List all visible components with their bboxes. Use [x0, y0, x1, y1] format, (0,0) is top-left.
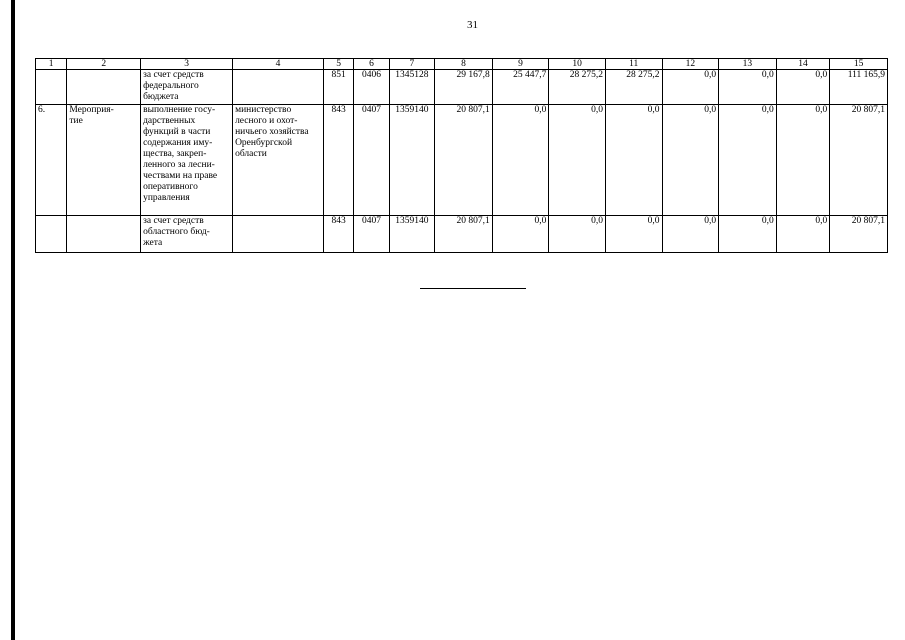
amount-cell: 0,0: [719, 70, 777, 105]
grbs-code-cell: 843: [324, 216, 354, 253]
amount-cell: 20 807,1: [435, 216, 493, 253]
description-cell: [141, 70, 233, 105]
description-line: дарственных: [143, 116, 196, 126]
section-code-cell: 0407: [354, 216, 389, 253]
amount-cell: 0,0: [776, 70, 830, 105]
column-header: 3: [141, 59, 233, 70]
amount-cell: 0,0: [492, 105, 549, 216]
program-activities-table: [35, 58, 888, 253]
amount-cell: 0,0: [719, 216, 777, 253]
status-cell: [67, 216, 141, 253]
table-row: [36, 70, 888, 105]
amount-cell: 25 447,7: [492, 70, 549, 105]
target-code-cell: 1359140: [389, 216, 434, 253]
amount-cell: 0,0: [605, 216, 662, 253]
target-code-cell: 1345128: [389, 70, 434, 105]
amount-cell: 0,0: [776, 105, 830, 216]
column-header: 9: [492, 59, 549, 70]
description-line: бюджета: [143, 92, 179, 102]
description-line: ленного за лесни-: [143, 160, 215, 170]
total-amount-cell: 20 807,1: [830, 105, 888, 216]
status-line: тие: [69, 116, 83, 126]
description-cell: [141, 216, 233, 253]
executor-line: ничьего хозяйства: [235, 127, 309, 137]
amount-cell: 0,0: [662, 105, 719, 216]
column-header: 12: [662, 59, 719, 70]
total-amount-cell: 20 807,1: [830, 216, 888, 253]
page-number: 31: [467, 19, 478, 31]
amount-cell: 0,0: [549, 105, 606, 216]
column-header: 2: [67, 59, 141, 70]
description-line: жета: [143, 238, 163, 248]
description-line: функций в части: [143, 127, 211, 137]
column-header: 5: [324, 59, 354, 70]
status-line: Мероприя-: [69, 105, 114, 115]
amount-cell: 0,0: [662, 70, 719, 105]
column-header: 7: [389, 59, 434, 70]
status-cell: [67, 70, 141, 105]
column-header: 6: [354, 59, 389, 70]
executor-cell: [233, 105, 324, 216]
amount-cell: 0,0: [549, 216, 606, 253]
description-line: областного бюд-: [143, 227, 210, 237]
amount-cell: 28 275,2: [605, 70, 662, 105]
left-margin-bar: [11, 0, 15, 640]
column-header: 15: [830, 59, 888, 70]
grbs-code-cell: 843: [324, 105, 354, 216]
column-header: 4: [233, 59, 324, 70]
amount-cell: 0,0: [662, 216, 719, 253]
column-header: 8: [435, 59, 493, 70]
description-line: оперативного: [143, 182, 198, 192]
target-code-cell: 1359140: [389, 105, 434, 216]
executor-cell: [233, 70, 324, 105]
description-line: за счет средств: [143, 216, 204, 226]
section-code-cell: 0406: [354, 70, 389, 105]
column-header: 13: [719, 59, 777, 70]
amount-cell: 0,0: [605, 105, 662, 216]
row-number-cell: [36, 70, 67, 105]
column-header: 14: [776, 59, 830, 70]
description-line: управления: [143, 193, 190, 203]
section-code-cell: 0407: [354, 105, 389, 216]
row-number-cell: 6.: [36, 105, 67, 216]
column-header: 11: [605, 59, 662, 70]
grbs-code-cell: 851: [324, 70, 354, 105]
table-row: [36, 216, 888, 253]
description-line: федерального: [143, 81, 199, 91]
table-header-row: [36, 59, 888, 70]
description-line: чествами на праве: [143, 171, 218, 181]
total-amount-cell: 111 165,9: [830, 70, 888, 105]
executor-line: министерство: [235, 105, 292, 115]
description-line: щества, закреп-: [143, 149, 207, 159]
amount-cell: 28 275,2: [549, 70, 606, 105]
executor-line: Оренбургской: [235, 138, 293, 148]
status-cell: [67, 105, 141, 216]
amount-cell: 0,0: [776, 216, 830, 253]
column-header: 10: [549, 59, 606, 70]
description-line: за счет средств: [143, 70, 204, 80]
amount-cell: 20 807,1: [435, 105, 493, 216]
executor-line: лесного и охот-: [235, 116, 298, 126]
table-row: [36, 105, 888, 216]
description-cell: [141, 105, 233, 216]
column-header: 1: [36, 59, 67, 70]
end-separator-line: [420, 288, 526, 289]
description-line: выполнение госу-: [143, 105, 216, 115]
amount-cell: 0,0: [719, 105, 777, 216]
executor-line: области: [235, 149, 267, 159]
description-line: содержания иму-: [143, 138, 213, 148]
executor-cell: [233, 216, 324, 253]
row-number-cell: [36, 216, 67, 253]
amount-cell: 0,0: [492, 216, 549, 253]
amount-cell: 29 167,8: [435, 70, 493, 105]
